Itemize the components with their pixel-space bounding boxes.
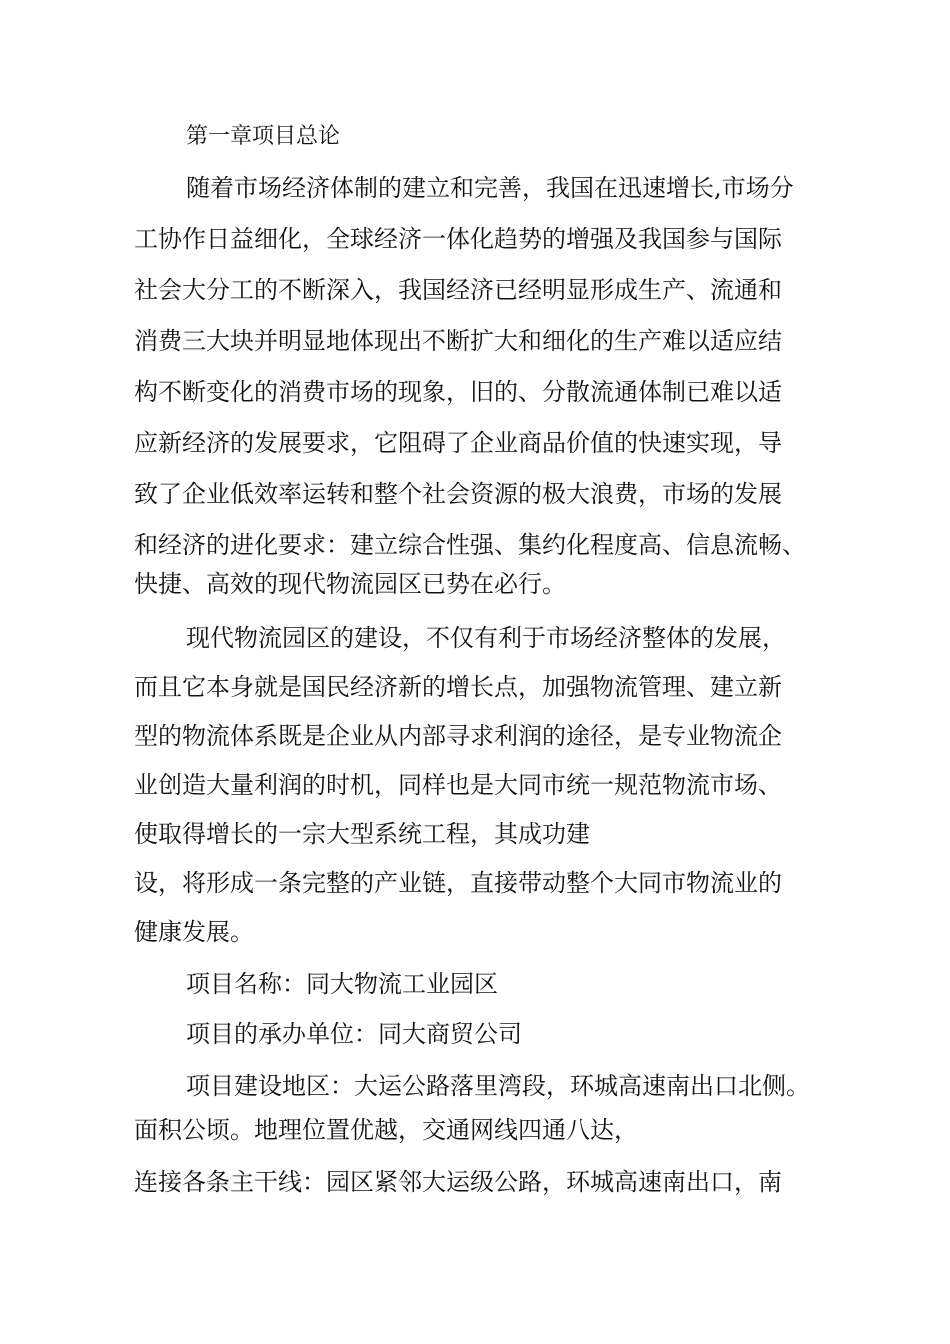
paragraph-line: 项目建设地区：大运公路落里湾段，环城高速南出口北侧。 xyxy=(186,1072,810,1100)
paragraph-line: 现代物流园区的建设，不仅有利于市场经济整体的发展， xyxy=(186,624,786,652)
paragraph-line: 消费三大块并明显地体现出不断扩大和细化的生产难以适应结 xyxy=(134,327,782,355)
paragraph-line: 工协作日益细化，全球经济一体化趋势的增强及我国参与国际 xyxy=(134,225,782,253)
paragraph-line: 型的物流体系既是企业从内部寻求利润的途径，是专业物流企 xyxy=(134,722,782,750)
project-name: 项目名称：同大物流工业园区 xyxy=(186,970,498,998)
project-unit: 项目的承办单位：同大商贸公司 xyxy=(186,1020,522,1048)
paragraph-line: 业创造大量利润的时机，同样也是大同市统一规范物流市场、 xyxy=(134,771,782,799)
paragraph-line: 致了企业低效率运转和整个社会资源的极大浪费，市场的发展 xyxy=(134,480,782,508)
paragraph-line: 快捷、高效的现代物流园区已势在必行。 xyxy=(134,570,566,598)
paragraph-line: 连接各条主干线：园区紧邻大运级公路，环城高速南出口，南 xyxy=(134,1168,782,1196)
chapter-title: 第一章项目总论 xyxy=(186,124,341,149)
paragraph-line: 面积公顷。地理位置优越，交通网线四通八达， xyxy=(134,1116,638,1144)
paragraph-line: 使取得增长的一宗大型系统工程，其成功建 xyxy=(134,820,590,848)
paragraph-line: 社会大分工的不断深入，我国经济已经明显形成生产、流通和 xyxy=(134,276,782,304)
paragraph-line: 设，将形成一条完整的产业链，直接带动整个大同市物流业的 xyxy=(134,869,782,897)
paragraph-line: 和经济的进化要求：建立综合性强、集约化程度高、信息流畅、 xyxy=(134,531,806,559)
paragraph-line: 随着市场经济体制的建立和完善，我国在迅速增长,市场分 xyxy=(186,174,794,202)
paragraph-line: 构不断变化的消费市场的现象，旧的、分散流通体制已难以适 xyxy=(134,378,782,406)
paragraph-line: 而且它本身就是国民经济新的增长点，加强物流管理、建立新 xyxy=(134,673,782,701)
paragraph-line: 健康发展。 xyxy=(134,918,254,946)
paragraph-line: 应新经济的发展要求，它阻碍了企业商品价值的快速实现，导 xyxy=(134,429,782,457)
